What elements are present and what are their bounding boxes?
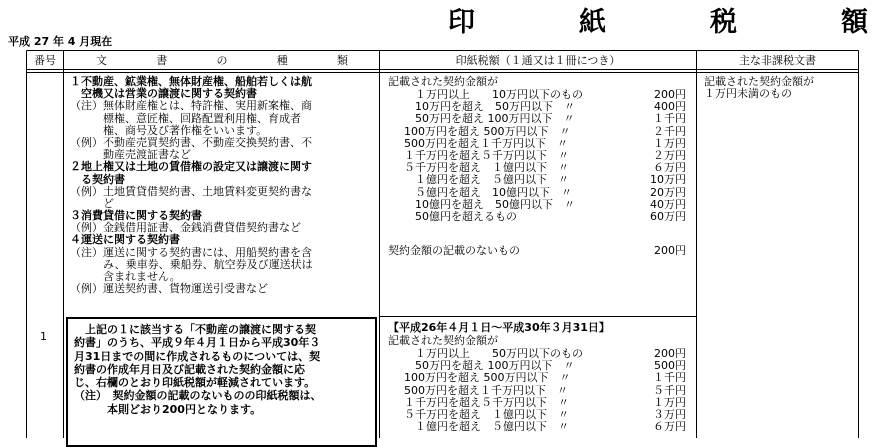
exempt-text [704,76,814,100]
reduced-amounts [626,348,686,433]
reduction-box [66,317,377,447]
doc-line: （注）運送に関する契約書には、用船契約書を含 [70,245,312,259]
doc-line: （例）土地賃貸借契約書、土地賃料変更契約書な [70,184,312,198]
row-number: 1 [40,330,47,343]
tax-range: １千万円を超え５千万円以下 〃 [404,148,569,162]
tax-range: ５億円を超え 10億円以下 〃 [404,185,572,199]
reduced-amount: ３万円 [653,407,686,421]
tax-range: 500万円を超え１千万円以下 〃 [404,136,568,150]
header-tax: 印紙税額（１通又は１冊につき） [455,53,621,67]
doc-line: 空機又は営業の譲渡に関する契約書 [70,87,257,101]
doc-line: 標権、意匠権、回路配置利用権、育成者 [70,111,301,125]
tax-ranges [404,89,583,223]
header-char: 種 [276,53,288,67]
tax-amount: 10万円 [650,173,686,187]
no-amount-label: 契約金額の記載のないもの [388,244,520,257]
header-char: の [216,53,228,67]
reduced-amount: １千円 [653,371,686,385]
tax-amount: 40万円 [650,197,686,211]
reduced-amount: ５千円 [653,383,686,397]
tax-amount: ２千円 [653,124,686,138]
title-char: 税 [710,6,737,38]
tax-amount: ２万円 [653,148,686,162]
header-doc-type [96,51,348,68]
header-exempt: 主な非課税文書 [739,53,816,67]
doc-type-list [70,76,313,295]
tax-amount: 20万円 [650,185,686,199]
reduced-range: 500万円を超え１千万円以下 〃 [404,383,568,397]
reduced-range: １万円以上 50万円以下のもの [404,347,583,360]
header-char: 書 [156,53,168,67]
doc-line: る契約書 [70,172,125,186]
reduction-line: 約書」のうち、平成９年４月１日から平成30年３ [74,336,321,350]
tax-amount: １千円 [653,112,686,126]
reduced-amount: 500円 [654,359,686,373]
tax-amount: 200円 [654,88,686,101]
doc-line: ４運送に関する契約書 [70,233,180,247]
doc-line: 動産売渡証書など [70,148,191,162]
doc-line: （注）無体財産権とは、特許権、実用新案権、商 [70,99,312,113]
tax-amounts [626,89,686,223]
tax-range: 10万円を超え 50万円以下 〃 [404,100,575,114]
doc-line: （例）運送契約書、貨物運送引受書など [70,282,268,296]
reduction-line: （注） 契約金額の記載のないものの印紙税額は、 [74,389,322,403]
tax-range: ５千万円を超え １億円以下 〃 [404,161,569,175]
tax-table-label: 記載された契約金額が [388,75,498,88]
title-char: 紙 [579,6,606,38]
tax-range: 50億円を超えるもの [404,209,517,223]
tax-range: １万円以上 10万円以下のもの [404,88,583,101]
tax-amount: 400円 [654,100,686,114]
doc-line: ２地上権又は土地の賃借権の設定又は譲渡に関す [70,160,312,174]
reduced-heading: 【平成26年４月１日～平成30年３月31日】 [388,321,610,334]
reduction-text [74,323,322,416]
tax-range: 100万円を超え 500万円以下 〃 [404,124,571,138]
reduced-range: 100万円を超え 500万円以下 〃 [404,371,571,385]
doc-line: １不動産、鉱業権、無体財産権、船舶若しくは航 [70,75,312,88]
reduced-range: １億円を超え ５億円以下 〃 [404,420,569,434]
tax-range: 50万円を超え 100万円以下 〃 [404,112,575,126]
exempt-line: １万円未満のもの [704,87,792,101]
header-char: 類 [337,53,348,67]
tax-amount: 60万円 [650,209,686,223]
reduced-amount: ６万円 [653,420,686,434]
tax-amount: ６万円 [653,161,686,175]
header-char: 文 [96,53,107,67]
doc-line: 権、商号及び著作権をいいます。 [70,123,268,137]
doc-line: み、乗車券、乗船券、航空券及び運送状は [70,257,313,271]
reduction-line: じ、右欄のとおり印紙税額が軽減されています。 [74,376,316,390]
doc-line: （例）金銭借用証書、金銭消費貸借契約書など [70,221,301,235]
reduced-range: １千万円を超え５千万円以下 〃 [404,395,569,409]
tax-range: １億円を超え ５億円以下 〃 [404,173,569,187]
reduced-amount: 200円 [654,347,686,360]
header-number: 番号 [34,53,56,67]
reduced-label: 記載された契約金額が [388,334,498,347]
as-of-date: 平成 27 年 4 月現在 [8,35,113,48]
doc-line: ３消費貸借に関する契約書 [70,209,202,223]
reduced-range: ５千万円を超え １億円以下 〃 [404,407,569,421]
reduction-line: 月31日までの間に作成されるものについては、契 [74,349,321,363]
reduction-line: 約書の作成年月日及び記載された契約金額に応 [74,362,305,376]
tax-range: 10億円を超え 50億円以下 〃 [404,197,575,211]
reduced-amount: １万円 [653,395,686,409]
no-amount-tax: 200円 [654,244,686,257]
reduction-line: 上記の１に該当する「不動産の譲渡に関する契 [74,323,316,336]
exempt-line: 記載された契約金額が [704,75,814,88]
title-char: 印 [448,6,475,38]
doc-line: （例）不動産売買契約書、不動産交換契約書、不 [70,135,312,149]
reduced-ranges [404,348,583,433]
tax-amount: １万円 [653,136,686,150]
title-char: 額 [841,6,868,38]
doc-line: ど [70,196,114,210]
doc-line: 含まれません。 [70,270,181,283]
reduction-line: 本則どおり200円となります。 [74,402,262,416]
reduced-range: 50万円を超え 100万円以下 〃 [404,359,575,373]
